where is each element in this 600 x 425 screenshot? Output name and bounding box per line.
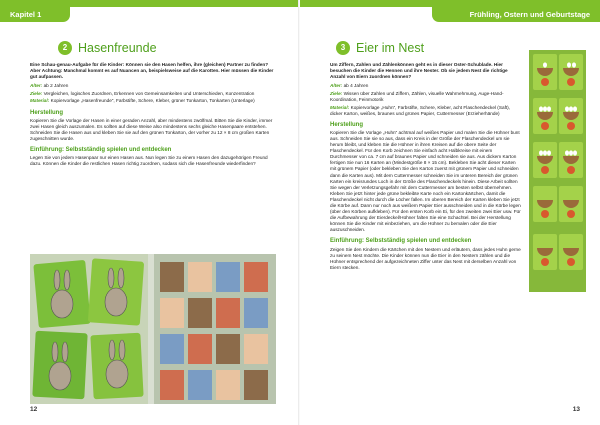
meta-material: Material: Kopiervorlage „Hasenfreunde“, Farbstifte, Schere, Kleber, grüner Tonkarton, Tonkarten (Unterlage) <box>30 98 255 104</box>
chapter-tab: Kapitel 1 <box>0 7 70 22</box>
einfuehrung-text: Legen Sie von jedem Hasenpaar nur einen Hasen aus. Nun legen Sie zu einem Hasen den dazugehörigen Freund dazu. Können die Kinder die restlichen Hasen richtig zuordnen, sodass sich die Hasenfreunde wiederfinden? <box>30 155 268 167</box>
page-number-right: 13 <box>572 406 580 413</box>
section-tab: Frühling, Ostern und Geburtstage <box>432 7 600 22</box>
herstellung-text: Kopieren Sie die Vorlage der Hasen in einer geraden Anzahl, aber mindestens zwölfmal. Bitten Sie die Kinder, immer zwei Hasen gleich auszumalen. Es sollten auf diese Weise also mindestens sechs gleiche Hasenpaare entstehen. Schneiden Sie die Hasen aus und kleben Sie sie auf den grünen Tonkarton, der vorher zu 12 × 8 cm großen Karten zugeschnitten wurde. <box>30 117 273 141</box>
activity-number: 3 <box>336 41 350 55</box>
einfuehrung-heading: Einführung: Selbstständig spielen und entdecken <box>30 147 172 154</box>
right-text-column <box>330 62 521 274</box>
right-page <box>300 0 600 425</box>
bunny-cards-photo <box>30 254 276 404</box>
top-band <box>0 0 300 7</box>
egg-nest-cards-photo <box>529 50 586 292</box>
einfuehrung-text: Zeigen Sie den Kindern die Kärtchen mit den Nestern und erläutern, dass jedes Huhn gerne zu seinem Nest möchte. Die Kinder können nun die Eier in den Nestern zählen und die Hühner entsprechend der aufgezeichneten Ziffer unter das Nest mit derselben Anzahl von Eiern stecken. <box>330 246 521 270</box>
activity-heading <box>336 41 424 55</box>
activity-number: 2 <box>58 41 72 55</box>
herstellung-heading: Herstellung <box>30 109 64 116</box>
meta-ziele: Ziele: Vergleichen, logisches Zuordnen, Erkennen von Gemeinsamkeiten und Unterschieden, Konzentration <box>30 90 255 96</box>
einfuehrung-heading: Einführung: Selbstständig spielen und entdecken <box>330 238 472 245</box>
top-band <box>300 0 600 7</box>
meta-material: Material: Kopiervorlage „Huhn“, Farbstifte, Schere, Kleber, acht Flaschendeckel (Saft), dicker Karton, weißes, braunes und grünes Papier, Cuttermesser (Erzieherhände) <box>330 104 511 116</box>
activity-heading <box>58 41 157 55</box>
left-text-column <box>30 62 276 170</box>
activity-title: Eier im Nest <box>356 41 425 55</box>
activity-title: Hasenfreunde <box>78 41 157 55</box>
herstellung-text: Kopieren Sie die Vorlage „Huhn“ achtmal auf weißes Papier und malen Sie die Hühner bunt aus. Schneiden Sie sie so aus, dass ein Kreis in der Größe der Flaschendeckel um sie herum bleibt, und kleben Sie die Hühner in ihren Kreisen auf die obere Seite der Flaschendeckel. Für den Korb zeichnen Sie einfach acht Halbkreise mit einem Durchmesser von ca. 7 cm auf braunes Papier und schneiden sie aus. Aus dickem Karton fertigen Sie nun 16 Karten an (Mindestgröße 8 × 15 cm). Bekleben Sie acht dieser Karten mit grünem Papier (oder bekleben Sie den Karton zuerst mit grünem Papier und schneiden dann die Karten aus). Mit dem Cuttermesser schneiden Sie im unteren Bereich der grünen Karten ein kreisrundes Loch in der Größe des Flaschendeckels hinein. Diese Arbeit sollten Sie wegen der Verletzungsgefahr mit dem Cuttermesser am besten selbst übernehmen. Kleben Sie jetzt hinter jede grüne bekleibte Karte noch ein Kartonkärtchen, damit die Flaschendeckel nicht durch die Löcher fallen. Im oberen Bereich der Karten kleben Sie jetzt die Körbe auf. Dann nur noch aus weißem Papier Eier ausschneiden und in die Körbe legen (über den Körben aufkleben). Für den ersten Korb ein Ei, für den zweiten zwei Eier usw. Für die Aufbewahrung der Eierdeckel/Hühner falten Sie eine Schachtel. Bei der Herstellung können Sie die Kinder mit einbeziehen, um die Hühner zu bemalen oder die Eier auszuschneiden. <box>330 129 521 233</box>
meta-alter: Alter: ab 4 Jahren <box>330 83 369 89</box>
intro-text: Eine Schau-genau-Aufgabe für die Kinder: Können sie den Hasen helfen, ihre (gleichen) Partner zu finden? Aber Achtung: Manchmal kommt es auf Nuancen an, beispielsweise auf die Karotten. Hier müssen die Kinder gut aufpassen. <box>30 62 274 80</box>
meta-alter: Alter: ab 2 Jahren <box>30 83 69 89</box>
meta-ziele: Ziele: Wissen über Zahlen und Ziffern, Zählen, visuelle Wahrnehmung, Auge-Hand-Koordination, Feinmotorik <box>330 90 504 102</box>
intro-text: Um Ziffern, Zahlen und Zählenkönnen geht es in dieser Oster-Schublade. Hier besuchen die Kinder die Hennen und ihre Nester. Ob sie jedem Nest die richtige Anzahl von Eiern zuordnen können? <box>330 62 508 80</box>
herstellung-heading: Herstellung <box>330 121 364 128</box>
page-number-left: 12 <box>30 406 38 413</box>
